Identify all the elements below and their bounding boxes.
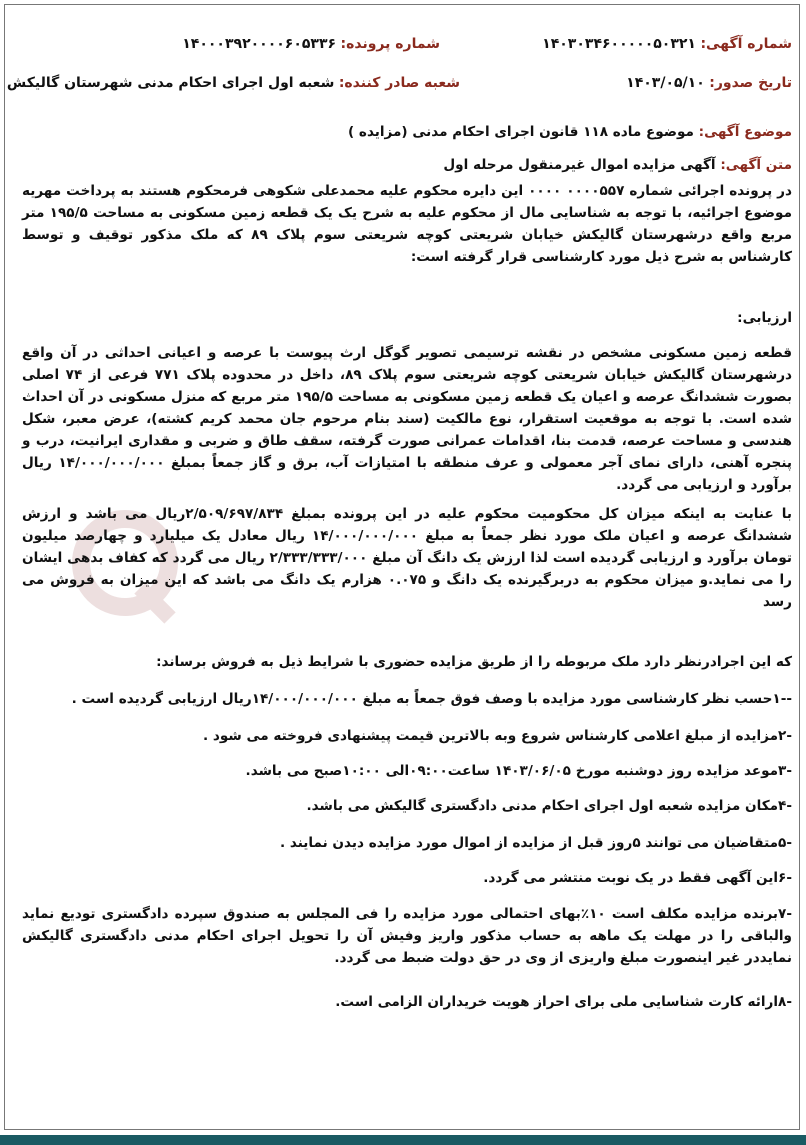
condition-item [22,903,792,969]
ad-number-value: ۱۴۰۳۰۳۴۶۰۰۰۰۰۵۰۳۲۱ [542,36,696,52]
issuer-label: شعبه صادر کننده: [338,75,460,91]
evaluation-heading-text: ارزیابی: [737,310,792,326]
condition-text: -۷برنده مزایده مکلف است ۱۰٪بهای احتمالی مورد مزایده را فی المجلس به صندوق سپرده دادگستری تودیع نماید والباقی را در مهلت یک ماهه به حساب مذکور واریز وفیش آن را تحویل اجرای احکام مدنی دادگستری گالیکش نمایددر غیر اینصورت مبلغ واریزی از وی در حق دولت ضبط می گردد. [22,906,793,966]
condition-item [22,795,792,817]
subject-line [22,121,792,143]
issue-date-row [626,75,792,91]
ad-text-label: متن آگهی: [720,157,792,173]
condition-item [22,991,792,1013]
paragraph-evaluation-text: قطعه زمین مسکونی مشخص در نقشه ترسیمی تصویر گوگل ارث پیوست با عرصه و اعیانی احداثی در آن واقع درشهرستان گالیکش خیابان شریعتی کوچه شریعتی سوم پلاک ۸۹، داخل در محدوده پلاک ۷۷۱ فرعی از ۷۴ اصلی بصورت ششدانگ عرصه و اعیان یک قطعه زمین مسکونی به مساحت ۱۹۵/۵ متر مربع که منزل مسکونی در آن احداث شده است. با توجه به موقعیت استقرار، نوع مالکیت (سند بنام مرحوم جان محمد کریم کشته)، عرض معبر، شکل هندسی و مساحت عرصه، قدمت بنا، اقدامات عمرانی صورت گرفته، سقف طاق و ضربی و مقداری ایرانیت، درب و پنجره آهنی، دارای نمای آجر معمولی و عرف منطقه با امتیازات آب، برق و گاز جمعاً بمبلغ ۱۴/۰۰۰/۰۰۰/۰۰۰ ریال برآورد و ارزیابی می گردد. [22,345,793,493]
paragraph-evaluation [22,342,792,496]
issuer-row [7,75,460,91]
paragraph-verdict [22,503,792,613]
condition-item [22,832,792,854]
paragraph-verdict-text: با عنایت به اینکه میزان کل محکومیت محکوم علیه در این پرونده بمبلغ ۲/۵۰۹/۶۹۷/۸۳۴ریال می باشد و ارزش ششدانگ عرصه و اعیان ملک مورد نظر جمعاً به مبلغ ۱۴/۰۰۰/۰۰۰/۰۰۰ ریال معادل یک میلیارد و چهارصد میلیون تومان برآورد و ارزیابی گردیده است لذا ارزش یک دانگ آن مبلغ ۲/۳۳۳/۳۳۳/۰۰۰ ریال می گردد که کفاف بدهی ایشان را می نماید.و میزان محکوم به دربرگیرنده یک دانگ و ۰.۰۷۵ هزارم یک دانگ می باشد که این میزان به فروش می رسد [22,506,792,610]
paragraph-case-text: در پرونده اجرائی شماره ۰۰۰۰۵۵۷ ۰۰۰۰ این دایره محکوم علیه محمدعلی شکوهی فرمحکوم هستند به پرداخت مهریه موضوع اجرائیه، با توجه به شناسایی مال از محکوم علیه به شرح یک یک قطعه زمین مسکونی به مساحت ۱۹۵/۵ متر مربع واقع درشهرستان گالیکش خیابان شریعتی کوچه شریعتی سوم پلاک ۸۹ که ملک مذکور توقیف و توسط کارشناس به شرح ذیل مورد کارشناسی قرار گرفته است: [22,183,793,265]
condition-item [22,867,792,889]
ad-number-row [542,36,792,52]
bottom-bar [0,1135,806,1145]
condition-item [22,760,792,782]
issue-date-value: ۱۴۰۳/۰۵/۱۰ [626,75,705,91]
ad-title: آگهی مزایده اموال غیرمنقول مرحله اول [443,157,716,173]
subject-label: موضوع آگهی: [698,124,792,140]
case-number-row [182,36,440,52]
condition-text: -۳موعد مزایده روز دوشنبه مورخ ۱۴۰۳/۰۶/۰۵ ساعت۰۹:۰۰الی ۱۰:۰۰صبح می باشد. [245,763,792,779]
subject-text: موضوع ماده ۱۱۸ قانون اجرای احکام مدنی (مزایده ) [347,124,694,140]
paragraph-case [22,180,792,268]
condition-text: --۱حسب نظر کارشناسی مورد مزایده با وصف فوق جمعاً به مبلغ ۱۴/۰۰۰/۰۰۰/۰۰۰ریال ارزیابی گردیده است . [71,691,792,707]
condition-text: -۸ارائه کارت شناسایی ملی برای احراز هویت خریداران الزامی است. [335,994,792,1010]
condition-text: -۵متقاضیان می توانند ۵روز قبل از مزایده از اموال مورد مزایده دیدن نمایند . [279,835,792,851]
condition-item [22,725,792,747]
evaluation-heading [22,307,792,329]
case-number-label: شماره پرونده: [340,36,440,52]
condition-item [22,688,792,710]
ad-title-line [22,154,792,176]
auction-intro [22,651,792,673]
ad-number-label: شماره آگهی: [700,36,792,52]
condition-text: -۲مزایده از مبلغ اعلامی کارشناس شروع وبه بالاترین قیمت پیشنهادی فروخته می شود . [202,728,792,744]
issue-date-label: تاریخ صدور: [709,75,792,91]
case-number-value: ۱۴۰۰۰۳۹۲۰۰۰۰۶۰۵۳۳۶ [182,36,337,52]
auction-intro-text: که این اجرادرنظر دارد ملک مربوطه را از طریق مزایده حضوری با شرایط ذیل به فروش برساند: [156,654,792,670]
condition-text: -۴مکان مزایده شعبه اول اجرای احکام مدنی دادگستری گالیکش می باشد. [306,798,792,814]
issuer-value: شعبه اول اجرای احکام مدنی شهرستان گالیکش [6,75,335,91]
condition-text: -۶این آگهی فقط در یک نوبت منتشر می گردد. [483,870,792,886]
